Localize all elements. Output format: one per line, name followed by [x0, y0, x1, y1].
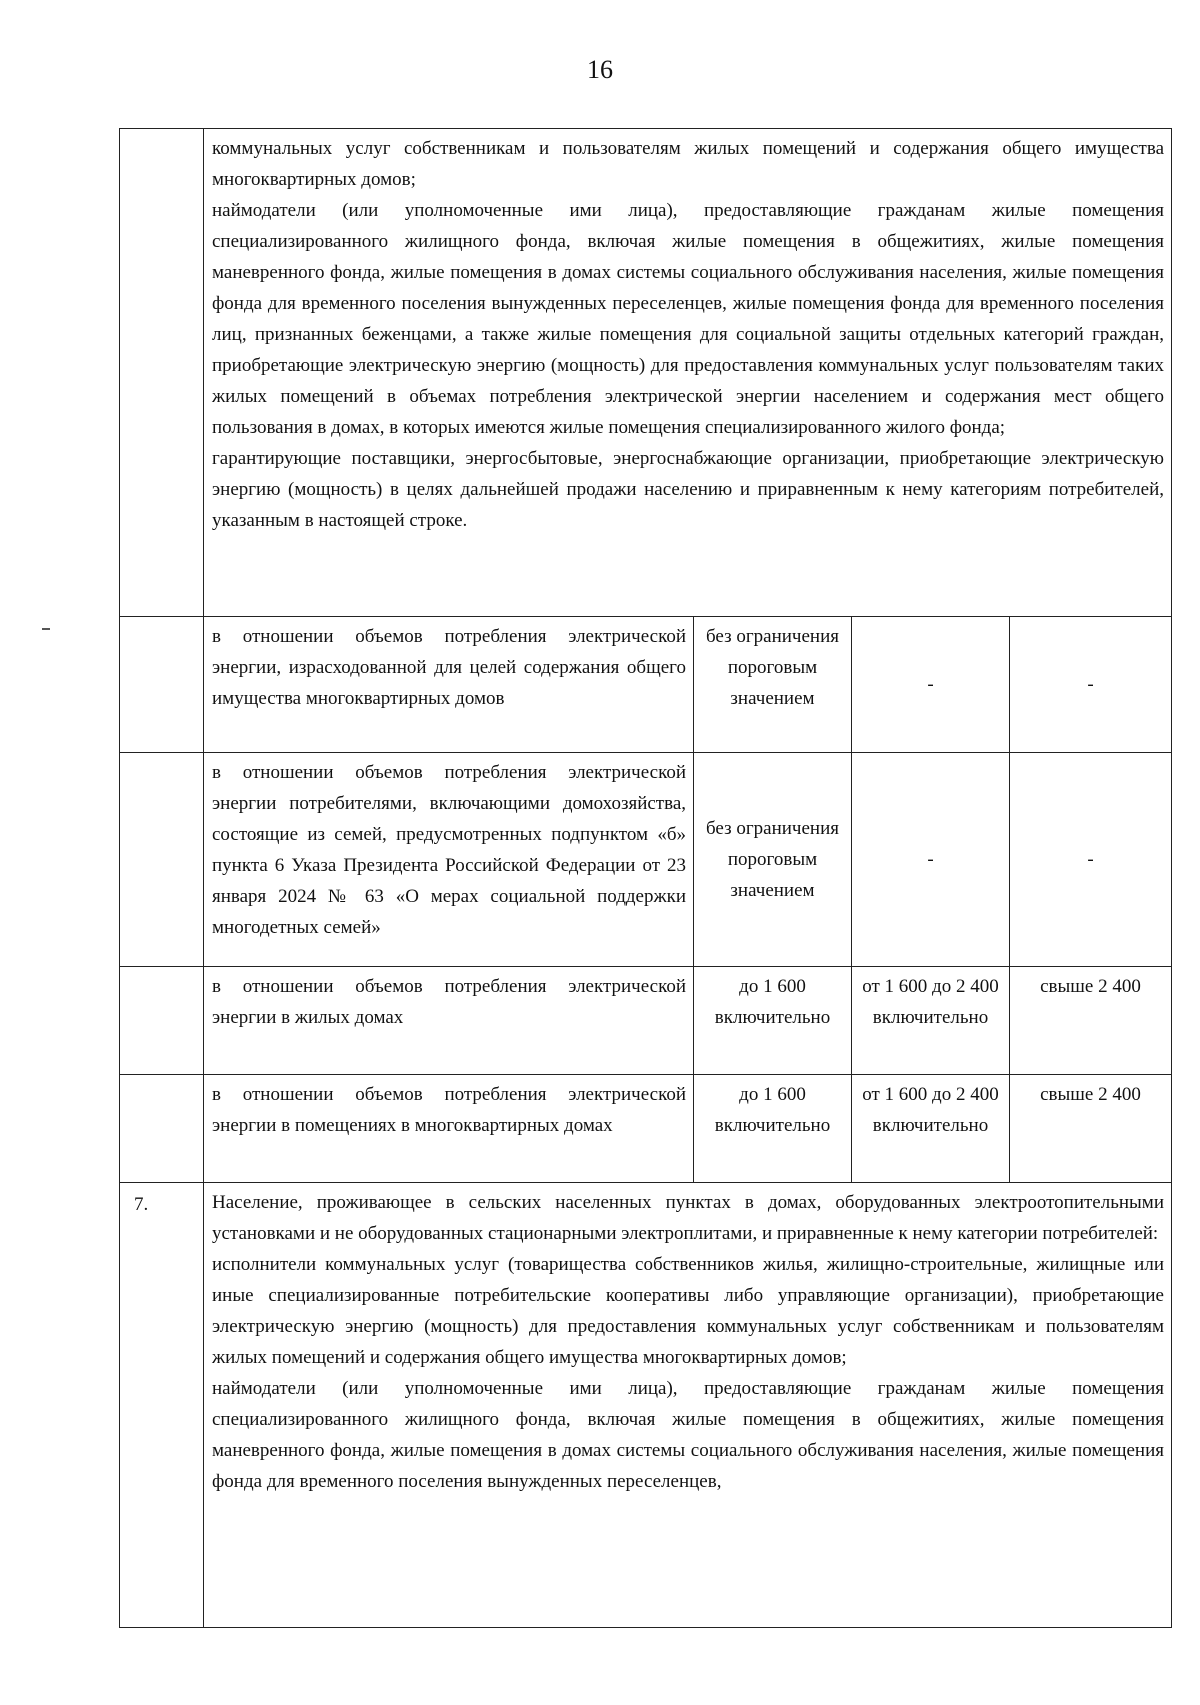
paragraph: Население, проживающее в сельских населенных пунктах в домах, оборудованных электроотопительными установками и не оборудованных стационарными электроплитами, и приравненные к нему категории потребителей: — [212, 1192, 1164, 1244]
table-row — [120, 1075, 1172, 1183]
row-number-cell — [120, 617, 204, 753]
table-row — [120, 753, 1172, 967]
range-2-cell: от 1 600 до 2 400 включительно — [852, 1075, 1010, 1183]
range-1-cell: без ограничения пороговым значением — [694, 753, 852, 967]
tariff-table — [119, 128, 1172, 1628]
row-description: в отношении объемов потребления электрической энергии, израсходованной для целей содержания общего имущества многоквартирных домов — [204, 617, 694, 753]
range-2-cell: - — [852, 753, 1010, 967]
range-3-cell: свыше 2 400 — [1010, 1075, 1172, 1183]
row-number-cell — [120, 753, 204, 967]
range-3-cell: - — [1010, 753, 1172, 967]
row-number-cell: 7. — [120, 1183, 204, 1628]
table-row-continued-block — [120, 129, 1172, 617]
range-1-cell: до 1 600 включительно — [694, 1075, 852, 1183]
margin-mark — [42, 628, 50, 630]
paragraph: исполнители коммунальных услуг (товарищества собственников жилья, жилищно-строительные, жилищные или иные специализированные потребительские кооперативы либо управляющие организации), приобретающие электрическую энергию (мощность) для предоставления коммунальных услуг собственникам и пользователям жилых помещений и содержания общего имущества многоквартирных домов; — [212, 1254, 1164, 1368]
range-2-cell: - — [852, 617, 1010, 753]
range-1-cell: без ограничения пороговым значением — [694, 617, 852, 753]
paragraph: наймодатели (или уполномоченные ими лица), предоставляющие гражданам жилые помещения специализированного жилищного фонда, включая жилые помещения в общежитиях, жилые помещения маневренного фонда, жилые помещения в домах системы социального обслуживания населения, жилые помещения фонда для временного поселения вынужденных переселенцев, жилые помещения фонда для временного поселения лиц, признанных беженцами, а также жилые помещения для социальной защиты отдельных категорий граждан, приобретающие электрическую энергию (мощность) для предоставления коммунальных услуг пользователям таких жилых помещений в объемах потребления электрической энергии населением и содержания мест общего пользования в домах, в которых имеются жилые помещения специализированного жилого фонда; — [212, 200, 1164, 438]
range-3-cell: - — [1010, 617, 1172, 753]
row-number-cell — [120, 129, 204, 617]
paragraph: коммунальных услуг собственникам и пользователям жилых помещений и содержания общего имущества многоквартирных домов; — [212, 138, 1164, 190]
page-number: 16 — [587, 55, 613, 84]
paragraph: гарантирующие поставщики, энергосбытовые, энергоснабжающие организации, приобретающие электрическую энергию (мощность) в целях дальнейшей продажи населению и приравненным к нему категориям потребителей, указанным в настоящей строке. — [212, 448, 1164, 531]
row-description: в отношении объемов потребления электрической энергии в помещениях в многоквартирных домах — [204, 1075, 694, 1183]
table-row — [120, 967, 1172, 1075]
row-number-cell — [120, 1075, 204, 1183]
paragraph: наймодатели (или уполномоченные ими лица), предоставляющие гражданам жилые помещения специализированного жилищного фонда, включая жилые помещения в общежитиях, жилые помещения маневренного фонда, жилые помещения в домах системы социального обслуживания населения, жилые помещения фонда для временного поселения вынужденных переселенцев, — [212, 1378, 1164, 1492]
table-row-item-7 — [120, 1183, 1172, 1628]
row-number-cell — [120, 967, 204, 1075]
consumer-category-cell — [204, 1183, 1172, 1628]
row-description: в отношении объемов потребления электрической энергии потребителями, включающими домохозяйства, состоящие из семей, предусмотренных подпунктом «б» пункта 6 Указа Президента Российской Федерации от 23 января 2024 № 63 «О мерах социальной поддержки многодетных семей» — [204, 753, 694, 967]
range-2-cell: от 1 600 до 2 400 включительно — [852, 967, 1010, 1075]
consumer-category-cell — [204, 129, 1172, 617]
range-3-cell: свыше 2 400 — [1010, 967, 1172, 1075]
range-1-cell: до 1 600 включительно — [694, 967, 852, 1075]
table-row — [120, 617, 1172, 753]
row-description: в отношении объемов потребления электрической энергии в жилых домах — [204, 967, 694, 1075]
